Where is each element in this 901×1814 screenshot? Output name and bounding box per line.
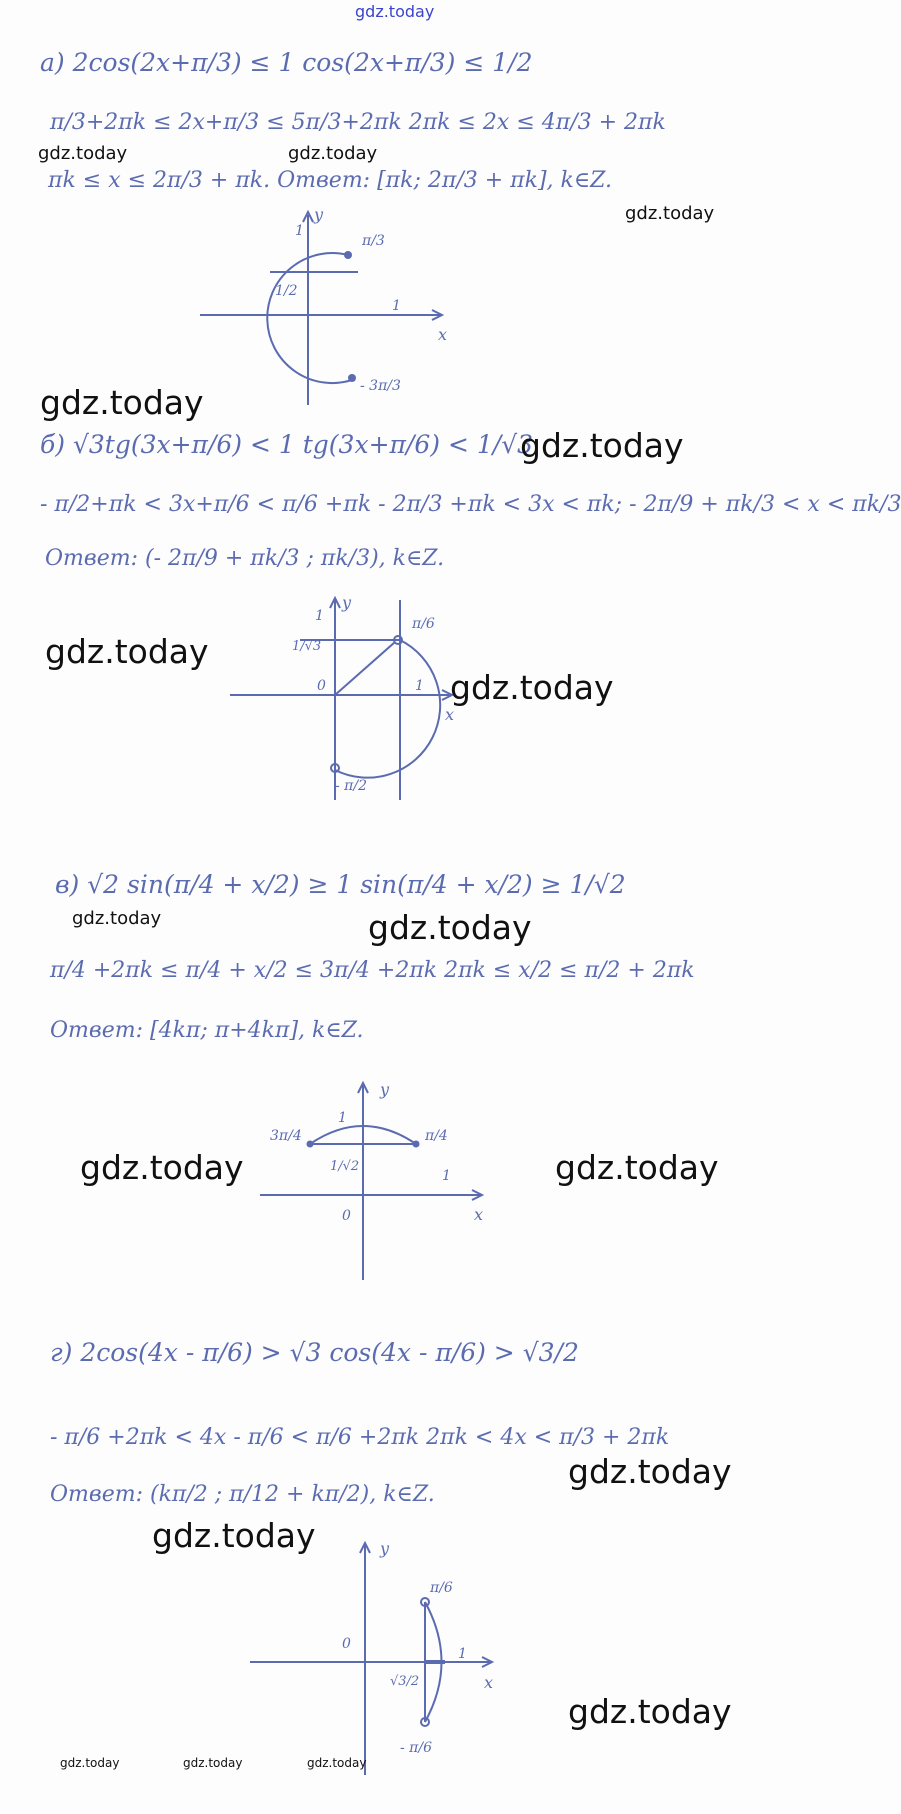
x-label: x <box>445 705 455 724</box>
inv-sqrt2-label: 1/√2 <box>330 1159 360 1174</box>
watermark: gdz.today <box>40 383 204 422</box>
point-label-1: π/3 <box>362 233 385 249</box>
y-label: y <box>314 205 324 224</box>
watermark: gdz.today <box>555 1148 719 1187</box>
watermark: gdz.today <box>152 1516 316 1555</box>
endpoint-2 <box>413 1141 420 1148</box>
problem-a-line-3: πk ≤ x ≤ 2π/3 + πk. Ответ: [πk; 2π/3 + πk], k∈Z. <box>48 168 613 193</box>
x-label: x <box>438 325 448 344</box>
point-label-1: π/6 <box>412 616 435 632</box>
watermark: gdz.today <box>80 1148 244 1187</box>
point-label-1: π/4 <box>425 1128 448 1144</box>
endpoint-1 <box>344 251 352 259</box>
one-y: 1 <box>315 608 324 624</box>
y-label: y <box>380 1080 390 1099</box>
problem-a-line-2: π/3+2πk ≤ 2x+π/3 ≤ 5π/3+2πk 2πk ≤ 2x ≤ 4π/3 + 2πk <box>50 110 666 135</box>
point-label-2: - π/2 <box>335 778 368 794</box>
inv-sqrt3-label: 1/√3 <box>292 639 322 654</box>
one-x: 1 <box>442 1168 451 1184</box>
point-label-2: - 3π/3 <box>360 378 401 394</box>
zero-label: 0 <box>317 678 326 694</box>
one-x: 1 <box>392 298 401 314</box>
watermark-small: gdz.today <box>288 143 378 164</box>
watermark-small: gdz.today <box>38 143 128 164</box>
problem-a-line-1: а) 2cos(2x+π/3) ≤ 1 cos(2x+π/3) ≤ 1/2 <box>40 48 533 77</box>
unit-circle-a <box>180 200 460 410</box>
watermark-footer: gdz.today <box>60 1756 120 1770</box>
solution-arc <box>335 640 440 778</box>
watermark-footer: gdz.today <box>183 1756 243 1770</box>
one-y: 1 <box>295 223 304 239</box>
y-label: y <box>380 1539 390 1558</box>
one-x: 1 <box>415 678 424 694</box>
sqrt3-2-label: √3/2 <box>390 1674 420 1689</box>
problem-c-line-2: π/4 +2πk ≤ π/4 + x/2 ≤ 3π/4 +2πk 2πk ≤ x/2 ≤ π/2 + 2πk <box>50 958 695 983</box>
endpoint-1 <box>307 1141 314 1148</box>
half-label: 1/2 <box>275 283 298 299</box>
one-x: 1 <box>458 1646 467 1662</box>
problem-d-line-1: г) 2cos(4x - π/6) > √3 cos(4x - π/6) > √3/2 <box>50 1338 579 1367</box>
watermark: gdz.today <box>368 908 532 947</box>
problem-b-line-1: б) √3tg(3x+π/6) < 1 tg(3x+π/6) < 1/√3 <box>40 430 534 459</box>
watermark-small: gdz.today <box>625 203 715 224</box>
point-label-2: - π/6 <box>400 1740 433 1756</box>
one-y: 1 <box>338 1110 347 1126</box>
endpoint-2 <box>348 374 356 382</box>
watermark: gdz.today <box>568 1692 732 1731</box>
watermark-small: gdz.today <box>72 908 162 929</box>
problem-b-line-2: - π/2+πk < 3x+π/6 < π/6 +πk - 2π/3 +πk < 3x < πk; - 2π/9 + πk/3 < x < πk/3 <box>40 492 901 517</box>
point-label-2: 3π/4 <box>270 1128 302 1144</box>
zero-label: 0 <box>342 1636 351 1652</box>
watermark: gdz.today <box>568 1452 732 1491</box>
unit-circle-b <box>220 590 470 810</box>
watermark: gdz.today <box>45 632 209 671</box>
watermark: gdz.today <box>450 668 614 707</box>
zero-label: 0 <box>342 1208 351 1224</box>
problem-d-line-2: - π/6 +2πk < 4x - π/6 < π/6 +2πk 2πk < 4x < π/3 + 2πk <box>50 1425 670 1450</box>
watermark-top: gdz.today <box>355 2 435 21</box>
y-label: y <box>342 593 352 612</box>
problem-d-line-3: Ответ: (kπ/2 ; π/12 + kπ/2), k∈Z. <box>50 1482 435 1507</box>
unit-circle-d <box>240 1530 510 1780</box>
unit-circle-c <box>230 1070 500 1290</box>
x-label: x <box>474 1205 484 1224</box>
problem-c-line-1: в) √2 sin(π/4 + x/2) ≥ 1 sin(π/4 + x/2) ≥ 1/√2 <box>55 870 626 899</box>
x-label: x <box>484 1673 494 1692</box>
problem-b-line-3: Ответ: (- 2π/9 + πk/3 ; πk/3), k∈Z. <box>45 546 445 571</box>
radius-line <box>335 642 395 695</box>
point-label-1: π/6 <box>430 1580 453 1596</box>
watermark-footer: gdz.today <box>307 1756 367 1770</box>
watermark: gdz.today <box>520 426 684 465</box>
problem-c-line-3: Ответ: [4kπ; π+4kπ], k∈Z. <box>50 1018 364 1043</box>
